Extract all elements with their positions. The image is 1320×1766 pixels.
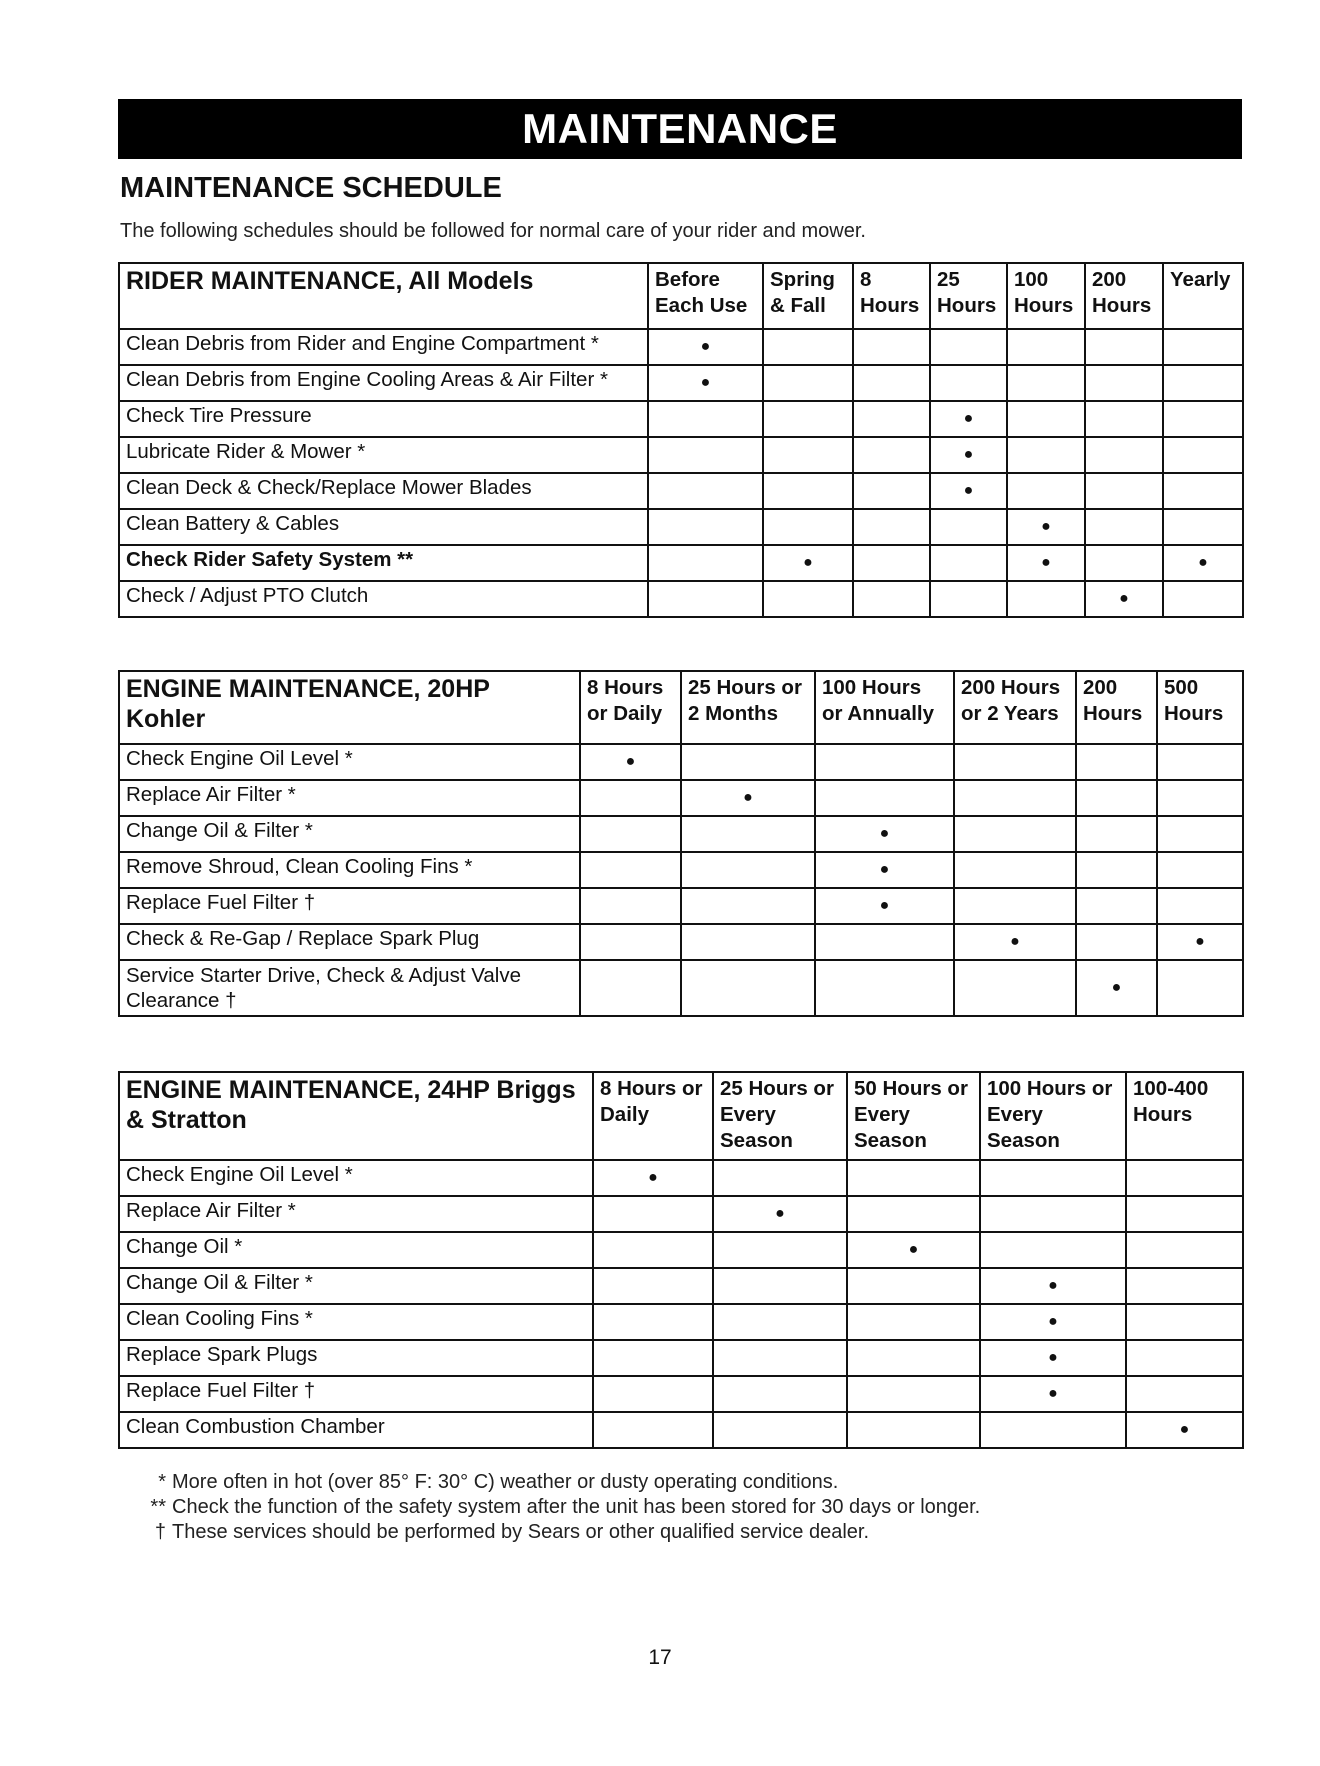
- schedule-cell: [847, 1340, 980, 1376]
- schedule-cell: [1126, 1412, 1243, 1448]
- schedule-cell: [648, 473, 763, 509]
- schedule-cell: [681, 780, 815, 816]
- schedule-cell: [681, 744, 815, 780]
- schedule-cell: [713, 1268, 847, 1304]
- schedule-cell: [930, 401, 1007, 437]
- schedule-cell: [1157, 744, 1243, 780]
- schedule-cell: [1157, 924, 1243, 960]
- schedule-cell: [593, 1268, 713, 1304]
- schedule-dot-icon: ●: [879, 897, 890, 914]
- table-row: [119, 1412, 1243, 1448]
- table-row: [119, 545, 1243, 581]
- table-row: [119, 888, 1243, 924]
- task-label: Change Oil & Filter *: [119, 1268, 593, 1304]
- table-row: [119, 1268, 1243, 1304]
- schedule-cell: [763, 329, 853, 365]
- schedule-cell: [1163, 473, 1243, 509]
- schedule-cell: [1163, 545, 1243, 581]
- column-header: 100 Hours: [1007, 263, 1085, 329]
- schedule-cell: [713, 1340, 847, 1376]
- schedule-cell: [1157, 888, 1243, 924]
- schedule-cell: [1007, 365, 1085, 401]
- schedule-dot-icon: ●: [879, 861, 890, 878]
- table-row: [119, 401, 1243, 437]
- table-row: [119, 780, 1243, 816]
- schedule-cell: [1157, 780, 1243, 816]
- schedule-cell: [1085, 509, 1163, 545]
- page-number: 17: [648, 1646, 672, 1669]
- schedule-cell: [1157, 852, 1243, 888]
- schedule-cell: [681, 960, 815, 1016]
- schedule-cell: [763, 365, 853, 401]
- task-label: Check Engine Oil Level *: [119, 1160, 593, 1196]
- table-row: [119, 437, 1243, 473]
- schedule-cell: [1126, 1160, 1243, 1196]
- schedule-dot-icon: ●: [1048, 1385, 1058, 1402]
- schedule-cell: [1007, 509, 1085, 545]
- schedule-cell: [930, 329, 1007, 365]
- schedule-cell: [580, 960, 681, 1016]
- schedule-cell: [713, 1196, 847, 1232]
- schedule-cell: [593, 1340, 713, 1376]
- schedule-cell: [648, 509, 763, 545]
- column-header: 25 Hours: [930, 263, 1007, 329]
- schedule-cell: [980, 1304, 1126, 1340]
- schedule-cell: [1163, 509, 1243, 545]
- schedule-cell: [1076, 816, 1157, 852]
- schedule-cell: [930, 437, 1007, 473]
- schedule-cell: [593, 1160, 713, 1196]
- schedule-cell: [681, 816, 815, 852]
- footnote-symbol: *: [158, 1471, 166, 1493]
- task-label: Lubricate Rider & Mower *: [119, 437, 648, 473]
- column-header: 200 Hours: [1076, 671, 1157, 744]
- schedule-cell: [1126, 1196, 1243, 1232]
- schedule-cell: [1163, 581, 1243, 617]
- schedule-dot-icon: ●: [908, 1241, 919, 1258]
- schedule-cell: [815, 924, 954, 960]
- briggs-engine-maintenance-table: [118, 1071, 1244, 1449]
- schedule-cell: [980, 1196, 1126, 1232]
- table-header-row: [119, 263, 1243, 329]
- schedule-cell: [1007, 473, 1085, 509]
- table-title: ENGINE MAINTENANCE, 24HP Briggs & Stratton: [119, 1072, 593, 1160]
- column-header: 500 Hours: [1157, 671, 1243, 744]
- column-header: Yearly: [1163, 263, 1243, 329]
- table-row: [119, 1376, 1243, 1412]
- schedule-cell: [1157, 816, 1243, 852]
- schedule-cell: [954, 816, 1076, 852]
- schedule-cell: [930, 509, 1007, 545]
- schedule-cell: [980, 1376, 1126, 1412]
- schedule-cell: [1085, 545, 1163, 581]
- rider-maintenance-table: [118, 262, 1244, 618]
- task-label: Clean Cooling Fins *: [119, 1304, 593, 1340]
- schedule-cell: [763, 473, 853, 509]
- table-row: [119, 852, 1243, 888]
- schedule-cell: [681, 852, 815, 888]
- schedule-cell: [930, 473, 1007, 509]
- table-header-row: [119, 671, 1243, 744]
- schedule-cell: [815, 744, 954, 780]
- schedule-cell: [580, 780, 681, 816]
- schedule-dot-icon: ●: [625, 753, 636, 770]
- schedule-cell: [954, 924, 1076, 960]
- schedule-cell: [580, 744, 681, 780]
- schedule-cell: [648, 365, 763, 401]
- schedule-cell: [1007, 545, 1085, 581]
- footnote-symbol: †: [154, 1521, 166, 1543]
- schedule-cell: [815, 816, 954, 852]
- footnote-symbol: **: [150, 1496, 166, 1518]
- schedule-cell: [763, 545, 853, 581]
- schedule-cell: [681, 888, 815, 924]
- schedule-cell: [1076, 888, 1157, 924]
- footnote: [140, 1520, 980, 1545]
- column-header: 8 Hours or Daily: [580, 671, 681, 744]
- schedule-dot-icon: ●: [1048, 1349, 1058, 1366]
- schedule-cell: [763, 401, 853, 437]
- section-title: MAINTENANCE SCHEDULE: [120, 172, 502, 204]
- schedule-cell: [1126, 1376, 1243, 1412]
- schedule-dot-icon: ●: [963, 446, 974, 463]
- schedule-cell: [1076, 744, 1157, 780]
- table-row: [119, 744, 1243, 780]
- schedule-cell: [1085, 437, 1163, 473]
- footnote-text: These services should be performed by Sears or other qualified service dealer.: [172, 1521, 870, 1543]
- schedule-dot-icon: ●: [1195, 933, 1205, 950]
- schedule-cell: [1007, 401, 1085, 437]
- footnote: [140, 1470, 980, 1495]
- table-row: [119, 1196, 1243, 1232]
- schedule-cell: [954, 780, 1076, 816]
- table-row: [119, 816, 1243, 852]
- schedule-cell: [954, 744, 1076, 780]
- schedule-cell: [930, 545, 1007, 581]
- schedule-cell: [853, 581, 930, 617]
- schedule-cell: [847, 1196, 980, 1232]
- task-label: Service Starter Drive, Check & Adjust Valve Clearance †: [119, 960, 580, 1016]
- table-row: [119, 581, 1243, 617]
- schedule-cell: [593, 1196, 713, 1232]
- task-label: Clean Deck & Check/Replace Mower Blades: [119, 473, 648, 509]
- footnote-text: Check the function of the safety system after the unit has been stored for 30 days or longer.: [172, 1496, 981, 1518]
- schedule-cell: [1085, 401, 1163, 437]
- schedule-cell: [1163, 437, 1243, 473]
- task-label: Check Tire Pressure: [119, 401, 648, 437]
- schedule-dot-icon: ●: [1048, 1313, 1058, 1330]
- schedule-cell: [980, 1412, 1126, 1448]
- table-row: [119, 1340, 1243, 1376]
- schedule-cell: [1076, 852, 1157, 888]
- schedule-cell: [853, 545, 930, 581]
- table-row: [119, 473, 1243, 509]
- schedule-dot-icon: ●: [648, 1169, 658, 1186]
- schedule-cell: [713, 1160, 847, 1196]
- schedule-cell: [853, 473, 930, 509]
- schedule-cell: [1085, 581, 1163, 617]
- schedule-cell: [648, 437, 763, 473]
- schedule-cell: [580, 888, 681, 924]
- schedule-cell: [980, 1232, 1126, 1268]
- schedule-cell: [593, 1304, 713, 1340]
- schedule-cell: [980, 1268, 1126, 1304]
- page-banner: MAINTENANCE: [118, 99, 1242, 159]
- schedule-cell: [853, 437, 930, 473]
- schedule-cell: [853, 365, 930, 401]
- task-label: Change Oil *: [119, 1232, 593, 1268]
- schedule-cell: [847, 1412, 980, 1448]
- schedule-cell: [713, 1412, 847, 1448]
- column-header: 100 Hours or Annually: [815, 671, 954, 744]
- schedule-cell: [815, 888, 954, 924]
- schedule-dot-icon: ●: [700, 374, 711, 391]
- task-label: Check Engine Oil Level *: [119, 744, 580, 780]
- schedule-dot-icon: ●: [1010, 933, 1020, 950]
- task-label: Clean Debris from Rider and Engine Compartment *: [119, 329, 648, 365]
- column-header: 100-400 Hours: [1126, 1072, 1243, 1160]
- schedule-dot-icon: ●: [963, 410, 974, 427]
- schedule-dot-icon: ●: [775, 1205, 785, 1222]
- schedule-cell: [954, 888, 1076, 924]
- column-header: 8 Hours: [853, 263, 930, 329]
- schedule-cell: [763, 509, 853, 545]
- column-header: 100 Hours or Every Season: [980, 1072, 1126, 1160]
- table-row: [119, 1304, 1243, 1340]
- schedule-dot-icon: ●: [1119, 590, 1129, 607]
- schedule-cell: [713, 1376, 847, 1412]
- column-header: Before Each Use: [648, 263, 763, 329]
- schedule-cell: [954, 852, 1076, 888]
- table-row: [119, 960, 1243, 1016]
- schedule-cell: [980, 1340, 1126, 1376]
- schedule-cell: [980, 1160, 1126, 1196]
- schedule-cell: [1126, 1340, 1243, 1376]
- schedule-cell: [847, 1232, 980, 1268]
- schedule-cell: [847, 1268, 980, 1304]
- task-label: Replace Air Filter *: [119, 1196, 593, 1232]
- schedule-cell: [648, 329, 763, 365]
- column-header: 50 Hours or Every Season: [847, 1072, 980, 1160]
- table-row: [119, 509, 1243, 545]
- table-title: RIDER MAINTENANCE, All Models: [119, 263, 648, 329]
- schedule-cell: [1085, 365, 1163, 401]
- schedule-cell: [853, 329, 930, 365]
- schedule-cell: [1007, 329, 1085, 365]
- task-label: Clean Battery & Cables: [119, 509, 648, 545]
- schedule-cell: [930, 581, 1007, 617]
- schedule-cell: [763, 437, 853, 473]
- schedule-dot-icon: ●: [879, 825, 890, 842]
- task-label: Change Oil & Filter *: [119, 816, 580, 852]
- schedule-cell: [1007, 581, 1085, 617]
- schedule-cell: [1163, 401, 1243, 437]
- schedule-cell: [954, 960, 1076, 1016]
- schedule-cell: [580, 852, 681, 888]
- schedule-cell: [1157, 960, 1243, 1016]
- schedule-cell: [853, 401, 930, 437]
- column-header: 8 Hours or Daily: [593, 1072, 713, 1160]
- schedule-cell: [580, 816, 681, 852]
- schedule-cell: [847, 1160, 980, 1196]
- schedule-cell: [593, 1232, 713, 1268]
- schedule-dot-icon: ●: [1198, 554, 1208, 571]
- schedule-cell: [648, 545, 763, 581]
- schedule-cell: [1126, 1304, 1243, 1340]
- schedule-cell: [1076, 960, 1157, 1016]
- schedule-cell: [580, 924, 681, 960]
- table-title: ENGINE MAINTENANCE, 20HP Kohler: [119, 671, 580, 744]
- schedule-cell: [1163, 329, 1243, 365]
- column-header: 25 Hours or 2 Months: [681, 671, 815, 744]
- schedule-cell: [930, 365, 1007, 401]
- task-label: Clean Debris from Engine Cooling Areas & Air Filter *: [119, 365, 648, 401]
- task-label: Replace Fuel Filter †: [119, 1376, 593, 1412]
- schedule-cell: [1007, 437, 1085, 473]
- kohler-engine-maintenance-table: [118, 670, 1244, 1017]
- task-label: Check & Re-Gap / Replace Spark Plug: [119, 924, 580, 960]
- schedule-cell: [815, 852, 954, 888]
- schedule-dot-icon: ●: [803, 554, 813, 571]
- table-row: [119, 329, 1243, 365]
- schedule-cell: [593, 1412, 713, 1448]
- schedule-dot-icon: ●: [700, 338, 711, 355]
- schedule-cell: [1163, 365, 1243, 401]
- task-label: Replace Fuel Filter †: [119, 888, 580, 924]
- schedule-dot-icon: ●: [1111, 979, 1122, 996]
- table-row: [119, 1232, 1243, 1268]
- intro-text: The following schedules should be followed for normal care of your rider and mower.: [120, 220, 866, 242]
- schedule-cell: [648, 581, 763, 617]
- footnote-text: More often in hot (over 85° F: 30° C) weather or dusty operating conditions.: [172, 1471, 839, 1493]
- schedule-cell: [763, 581, 853, 617]
- task-label: Clean Combustion Chamber: [119, 1412, 593, 1448]
- schedule-dot-icon: ●: [743, 789, 753, 806]
- schedule-cell: [1085, 329, 1163, 365]
- schedule-dot-icon: ●: [1041, 518, 1051, 535]
- schedule-cell: [713, 1232, 847, 1268]
- column-header: 200 Hours or 2 Years: [954, 671, 1076, 744]
- schedule-cell: [593, 1376, 713, 1412]
- schedule-cell: [815, 960, 954, 1016]
- schedule-cell: [1076, 780, 1157, 816]
- table-row: [119, 365, 1243, 401]
- schedule-cell: [648, 401, 763, 437]
- schedule-cell: [847, 1376, 980, 1412]
- schedule-cell: [1126, 1232, 1243, 1268]
- schedule-cell: [1085, 473, 1163, 509]
- table-row: [119, 924, 1243, 960]
- task-label: Check / Adjust PTO Clutch: [119, 581, 648, 617]
- column-header: 25 Hours or Every Season: [713, 1072, 847, 1160]
- task-label: Remove Shroud, Clean Cooling Fins *: [119, 852, 580, 888]
- table-header-row: [119, 1072, 1243, 1160]
- schedule-dot-icon: ●: [1048, 1277, 1058, 1294]
- schedule-dot-icon: ●: [1041, 554, 1051, 571]
- footnote: [140, 1495, 980, 1520]
- schedule-cell: [1126, 1268, 1243, 1304]
- table-row: [119, 1160, 1243, 1196]
- schedule-cell: [815, 780, 954, 816]
- schedule-dot-icon: ●: [963, 482, 974, 499]
- schedule-cell: [853, 509, 930, 545]
- schedule-cell: [1076, 924, 1157, 960]
- footnotes: [140, 1470, 980, 1545]
- column-header: Spring & Fall: [763, 263, 853, 329]
- schedule-cell: [713, 1304, 847, 1340]
- task-label: Replace Spark Plugs: [119, 1340, 593, 1376]
- task-label: Replace Air Filter *: [119, 780, 580, 816]
- schedule-cell: [681, 924, 815, 960]
- column-header: 200 Hours: [1085, 263, 1163, 329]
- task-label: Check Rider Safety System **: [119, 545, 648, 581]
- schedule-dot-icon: ●: [1179, 1421, 1190, 1438]
- schedule-cell: [847, 1304, 980, 1340]
